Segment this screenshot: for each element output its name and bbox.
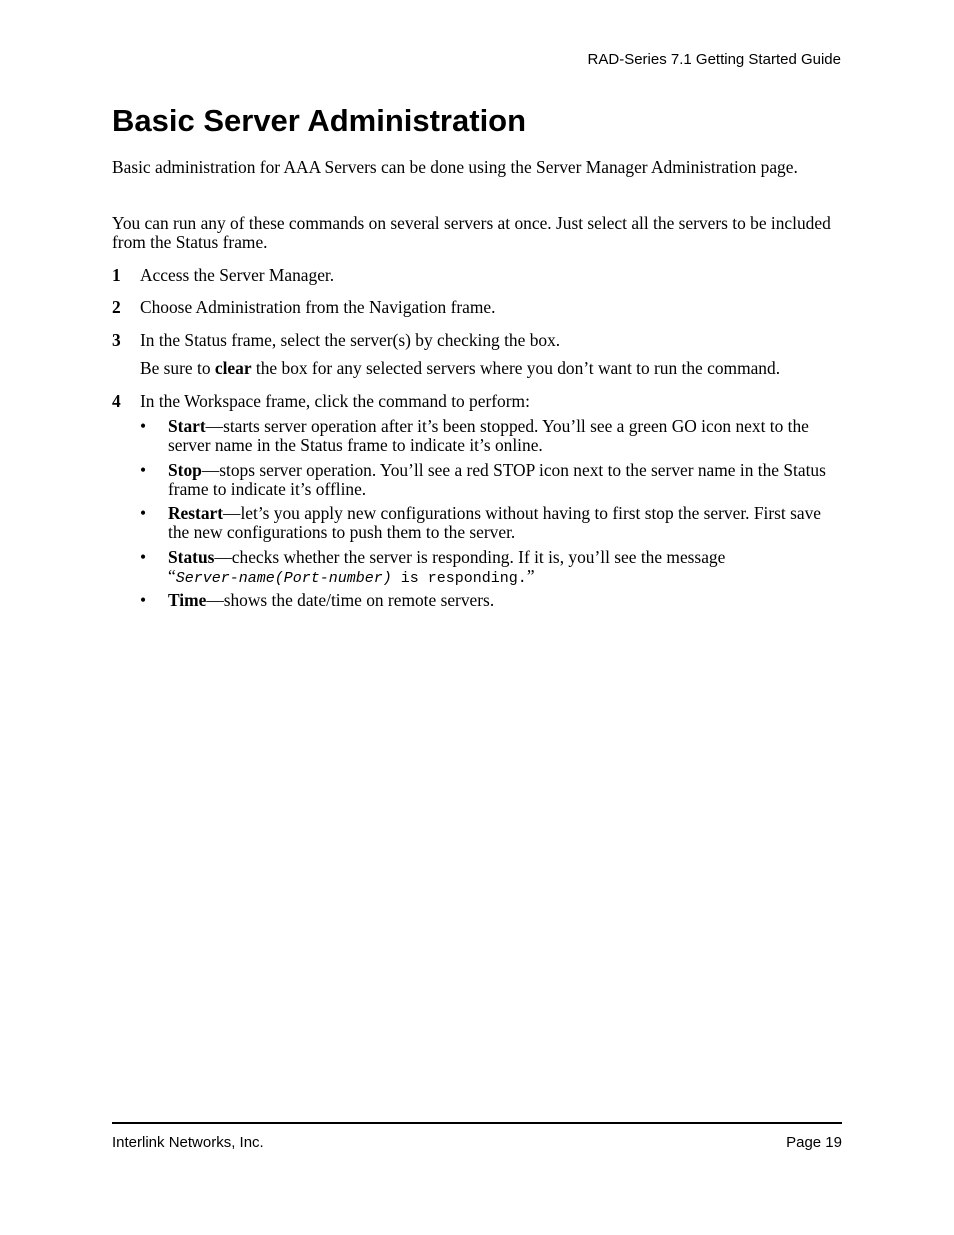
command-description: —shows the date/time on remote servers. (206, 590, 495, 610)
command-name: Time (168, 590, 207, 610)
command-description: —let’s you apply new configurations without having to first stop the server. First save the new configurations to push them to the server. (168, 503, 822, 542)
close-quote: ” (526, 566, 535, 586)
step-text: Access the Server Manager. (140, 265, 335, 285)
bullet-icon: • (140, 503, 147, 523)
message-text: is responding. (391, 570, 527, 587)
command-description: —stops server operation. You’ll see a red STOP icon next to the server name in the Status frame to indicate it’s offline. (168, 460, 826, 499)
footer-company: Interlink Networks, Inc. (112, 1134, 264, 1151)
bullet-icon: • (140, 416, 147, 436)
step-number: 4 (112, 391, 121, 411)
footer-divider (112, 1122, 842, 1124)
step-text: Choose Administration from the Navigation frame. (140, 297, 496, 317)
command-name: Start (168, 416, 206, 436)
step-number: 1 (112, 265, 121, 285)
step-3-note (140, 359, 780, 378)
status-message (168, 567, 842, 588)
note-emphasis: clear (214, 358, 252, 378)
intro-paragraph-2: You can run any of these commands on several servers at once. Just select all the servers to be included from the Status frame. (112, 213, 831, 252)
note-text: the box for any selected servers where you don’t want to run the command. (251, 358, 781, 378)
page-title: Basic Server Administration (112, 103, 527, 138)
step-number: 2 (112, 297, 121, 317)
command-description: —checks whether the server is responding. If it is, you’ll see the message (214, 547, 726, 567)
command-description: —starts server operation after it’s been stopped. You’ll see a green GO icon next to the server name in the Status frame to indicate it’s online. (168, 416, 809, 455)
step-text: In the Status frame, select the server(s) by checking the box. (140, 330, 561, 350)
command-name: Stop (168, 460, 202, 480)
command-name: Restart (168, 503, 224, 523)
intro-paragraph-1: Basic administration for AAA Servers can be done using the Server Manager Administration page. (112, 157, 798, 177)
footer-page-number: Page 19 (786, 1134, 842, 1151)
running-header: RAD-Series 7.1 Getting Started Guide (587, 51, 841, 68)
command-name: Status (168, 547, 215, 567)
open-quote: “ (168, 566, 176, 586)
bullet-icon: • (140, 547, 147, 567)
note-text: Be sure to (140, 358, 215, 378)
bullet-icon: • (140, 460, 147, 480)
message-server-port: Server-name(Port-number) (175, 570, 392, 587)
bullet-icon: • (140, 590, 147, 610)
step-number: 3 (112, 330, 121, 350)
step-text: In the Workspace frame, click the command to perform: (140, 391, 530, 411)
